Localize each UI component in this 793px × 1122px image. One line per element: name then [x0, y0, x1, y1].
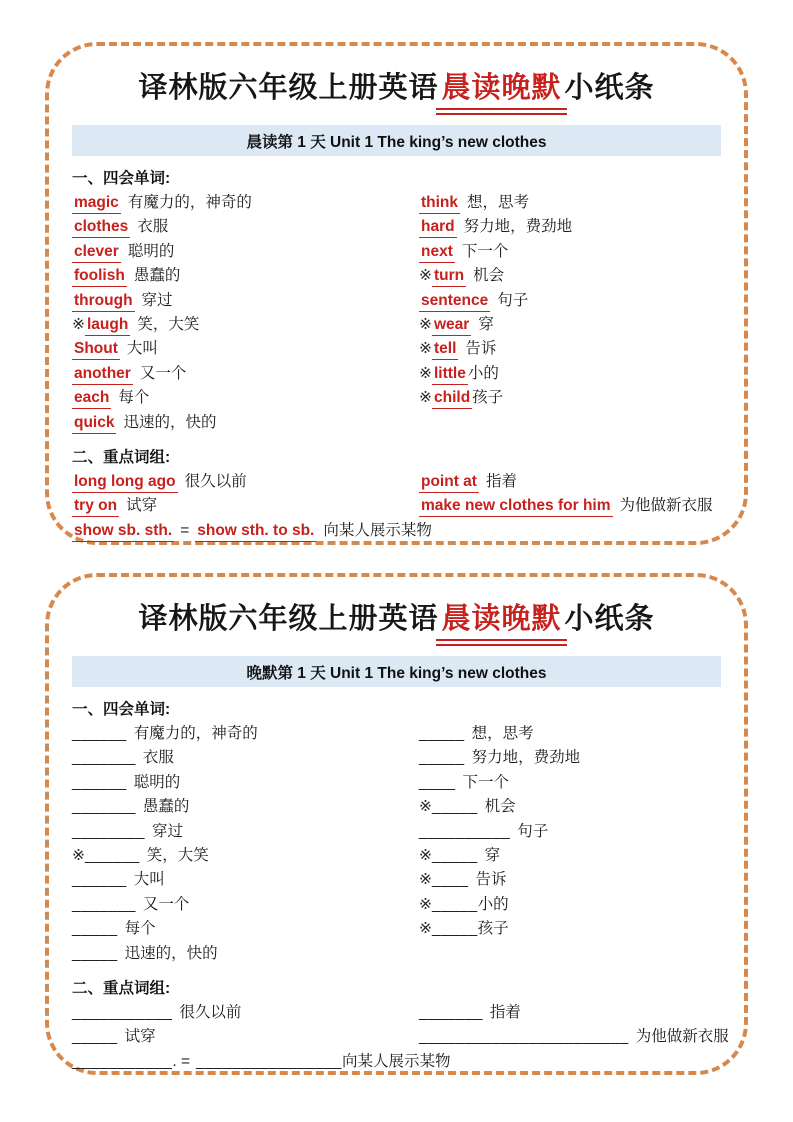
- chinese-meaning: 小的: [467, 364, 499, 382]
- title-highlight: 晨读晚默: [436, 601, 566, 646]
- title-suffix: 小纸条: [564, 603, 655, 635]
- word-row: [419, 337, 721, 361]
- word-row: [72, 240, 419, 264]
- blank-line: _______: [419, 1003, 483, 1021]
- blank-line: _____: [72, 920, 118, 938]
- blank-line: _____: [419, 749, 465, 767]
- blank-line: ______: [85, 846, 140, 864]
- english-phrase: show sth. to sb.: [195, 522, 316, 542]
- english-word: clever: [72, 243, 121, 263]
- chinese-meaning: 衣服: [142, 749, 174, 767]
- phrase-row: [72, 494, 419, 518]
- chinese-meaning: 下一个: [461, 242, 509, 260]
- english-phrase: make new clothes for him: [419, 497, 613, 517]
- word-row: [72, 771, 419, 795]
- english-word: magic: [72, 194, 121, 214]
- word-row: [419, 917, 721, 941]
- word-row: [419, 722, 721, 746]
- word-row: [419, 893, 721, 917]
- english-word: turn: [432, 267, 466, 287]
- word-row: [72, 411, 419, 435]
- words-section-label: 一、四会单词:: [72, 170, 171, 187]
- chinese-meaning: 向某人展示某物: [341, 1052, 451, 1070]
- star-mark: ※: [419, 340, 432, 358]
- blank-line: ___________: [72, 1052, 173, 1070]
- word-row: [419, 313, 721, 337]
- star-mark: ※: [419, 267, 432, 285]
- english-word: sentence: [419, 292, 490, 312]
- blank-line: ______: [72, 773, 127, 791]
- morning-reading-card: [45, 42, 748, 545]
- chinese-meaning: 试穿: [124, 1028, 156, 1046]
- word-row: [72, 264, 419, 288]
- english-word: next: [419, 243, 455, 263]
- word-row: [72, 362, 419, 386]
- blank-line: _______: [72, 798, 136, 816]
- blank-line: _____: [432, 846, 478, 864]
- chinese-meaning: 迅速的，快的: [123, 413, 217, 431]
- word-row: [72, 722, 419, 746]
- chinese-meaning: 向某人展示某物: [323, 521, 432, 539]
- chinese-meaning: 句子: [517, 822, 549, 840]
- chinese-meaning: 为他做新衣服: [619, 497, 713, 515]
- chinese-meaning: 小的: [477, 895, 509, 913]
- chinese-meaning: 机会: [473, 267, 505, 285]
- word-row: [72, 795, 419, 819]
- star-mark: ※: [419, 315, 432, 333]
- equals-sign: . =: [172, 1052, 190, 1070]
- chinese-meaning: 努力地，费劲地: [471, 749, 581, 767]
- chinese-meaning: 努力地，费劲地: [463, 218, 573, 236]
- chinese-meaning: 聪明的: [133, 773, 181, 791]
- star-mark: ※: [419, 846, 432, 864]
- blank-line: ____: [419, 773, 456, 791]
- blank-line: ______: [72, 871, 127, 889]
- chinese-meaning: 有魔力的，神奇的: [127, 194, 252, 211]
- card-title: [72, 66, 721, 115]
- star-mark: ※: [72, 315, 85, 333]
- words-right-column: [419, 191, 721, 435]
- day-banner: 晨读第 1 天 Unit 1 The king’s new clothes: [72, 125, 721, 156]
- words-right-column: [419, 722, 721, 966]
- phrases-section-label: 二、重点词组:: [72, 979, 171, 997]
- phrase-row: [72, 470, 419, 494]
- card-title: [72, 597, 721, 646]
- chinese-meaning: 穿过: [141, 291, 173, 309]
- word-row: [419, 264, 721, 288]
- chinese-meaning: 大叫: [133, 871, 165, 889]
- chinese-meaning: 每个: [118, 389, 150, 407]
- words-section-label: 一、四会单词:: [72, 701, 171, 718]
- blank-line: _____: [419, 725, 465, 742]
- star-mark: ※: [419, 895, 432, 913]
- english-word: another: [72, 365, 133, 385]
- phrase-row: [419, 1025, 729, 1049]
- title-suffix: 小纸条: [564, 72, 655, 104]
- chinese-meaning: 告诉: [465, 340, 497, 358]
- blank-line: _____: [72, 944, 118, 962]
- chinese-meaning: 衣服: [137, 218, 169, 236]
- chinese-meaning: 穿: [478, 315, 494, 333]
- english-word: laugh: [85, 316, 130, 336]
- word-row: [419, 362, 721, 386]
- word-row: [419, 820, 721, 844]
- chinese-meaning: 孩子: [477, 920, 509, 938]
- chinese-meaning: 下一个: [462, 773, 509, 791]
- phrase-row: [419, 470, 721, 494]
- phrases-section-label: 二、重点词组:: [72, 448, 171, 466]
- star-mark: ※: [419, 798, 432, 816]
- chinese-meaning: 指着: [485, 472, 517, 490]
- title-prefix: 译林版六年级上册英语: [138, 603, 439, 635]
- word-row: [419, 289, 721, 313]
- english-word: tell: [432, 340, 458, 360]
- english-word: think: [419, 194, 460, 214]
- star-mark: ※: [419, 871, 432, 889]
- blank-line: ______: [72, 725, 127, 742]
- day-banner: 晚默第 1 天 Unit 1 The king’s new clothes: [72, 656, 721, 687]
- word-row: [72, 337, 419, 361]
- chinese-meaning: 穿: [484, 846, 501, 864]
- chinese-meaning: 想，思考: [471, 725, 534, 742]
- word-row: [419, 868, 721, 892]
- star-mark: ※: [419, 920, 432, 938]
- word-row: [72, 820, 419, 844]
- chinese-meaning: 又一个: [139, 364, 187, 382]
- blank-line: _____: [432, 798, 478, 816]
- phrases-columns: [72, 470, 721, 519]
- blank-line: _____: [72, 1028, 118, 1046]
- word-row: [419, 215, 721, 239]
- words-left-column: [72, 722, 419, 966]
- phrases-right-column: [419, 1001, 729, 1050]
- english-word: little: [432, 365, 468, 385]
- english-phrase: try on: [72, 497, 119, 517]
- chinese-meaning: 为他做新衣服: [635, 1028, 729, 1046]
- chinese-meaning: 笑，大笑: [137, 315, 200, 333]
- chinese-meaning: 穿过: [151, 822, 183, 840]
- english-phrase: long long ago: [72, 473, 178, 493]
- blank-line: _____: [432, 920, 478, 938]
- blank-line: _______: [72, 895, 136, 913]
- chinese-meaning: 笑，大笑: [146, 846, 209, 864]
- chinese-meaning: 有魔力的，神奇的: [133, 725, 258, 742]
- words-left-column: [72, 191, 419, 435]
- chinese-meaning: 句子: [497, 291, 529, 309]
- word-row: [419, 191, 721, 215]
- word-row: [72, 191, 419, 215]
- english-word: wear: [432, 316, 471, 336]
- word-row: [419, 746, 721, 770]
- english-word: through: [72, 292, 135, 312]
- blank-line: ____: [432, 871, 469, 889]
- word-row: [72, 289, 419, 313]
- english-word: hard: [419, 218, 457, 238]
- chinese-meaning: 聪明的: [127, 242, 175, 260]
- chinese-meaning: 机会: [484, 798, 516, 816]
- chinese-meaning: 孩子: [472, 389, 504, 407]
- phrases-right-column: [419, 470, 721, 519]
- english-phrase: show sb. sth.: [72, 522, 174, 542]
- chinese-meaning: 很久以前: [179, 1003, 242, 1021]
- star-mark: ※: [72, 846, 85, 864]
- words-columns: [72, 722, 721, 966]
- phrase-row: [72, 1001, 419, 1025]
- chinese-meaning: 告诉: [475, 871, 507, 889]
- phrases-left-column: [72, 1001, 419, 1050]
- title-prefix: 译林版六年级上册英语: [138, 72, 439, 104]
- blank-line: ________: [72, 822, 145, 840]
- word-row: [72, 893, 419, 917]
- english-word: clothes: [72, 218, 130, 238]
- english-word: foolish: [72, 267, 127, 287]
- blank-line: ________________: [196, 1052, 342, 1070]
- word-row: [72, 868, 419, 892]
- word-row: [72, 386, 419, 410]
- word-row: [72, 313, 419, 337]
- chinese-meaning: 每个: [124, 920, 156, 938]
- word-row: [72, 917, 419, 941]
- phrase-row-full: [72, 1050, 721, 1074]
- equals-sign: =: [180, 521, 190, 539]
- chinese-meaning: 大叫: [126, 340, 158, 358]
- word-row: [419, 844, 721, 868]
- phrase-row: [419, 494, 721, 518]
- phrase-row: [419, 1001, 721, 1025]
- evening-dictation-card: [45, 573, 748, 1075]
- phrases-left-column: [72, 470, 419, 519]
- chinese-meaning: 很久以前: [184, 472, 247, 490]
- english-word: quick: [72, 414, 116, 434]
- star-mark: ※: [419, 364, 432, 382]
- word-row: [72, 746, 419, 770]
- word-row: [419, 240, 721, 264]
- word-row: [72, 942, 419, 966]
- word-row: [419, 771, 721, 795]
- blank-line: _____: [432, 895, 478, 913]
- words-columns: [72, 191, 721, 435]
- english-word: child: [432, 389, 472, 409]
- chinese-meaning: 迅速的，快的: [124, 944, 218, 962]
- chinese-meaning: 指着: [489, 1003, 521, 1021]
- phrase-row-full: [72, 519, 721, 543]
- chinese-meaning: 又一个: [142, 895, 190, 913]
- star-mark: ※: [419, 389, 432, 407]
- blank-line: ___________: [72, 1003, 173, 1021]
- word-row: [419, 795, 721, 819]
- phrase-row: [72, 1025, 419, 1049]
- word-row: [72, 844, 419, 868]
- chinese-meaning: 试穿: [126, 497, 158, 515]
- blank-line: _______________________: [419, 1028, 629, 1046]
- blank-line: __________: [419, 822, 511, 840]
- chinese-meaning: 愚蠢的: [142, 798, 190, 816]
- phrases-columns: [72, 1001, 729, 1050]
- word-row: [72, 215, 419, 239]
- blank-line: _______: [72, 749, 136, 767]
- chinese-meaning: 愚蠢的: [133, 267, 181, 285]
- word-row: [419, 386, 721, 410]
- title-highlight: 晨读晚默: [436, 70, 566, 115]
- english-word: each: [72, 389, 111, 409]
- chinese-meaning: 想，思考: [467, 194, 530, 211]
- english-word: Shout: [72, 340, 120, 360]
- english-phrase: point at: [419, 473, 479, 493]
